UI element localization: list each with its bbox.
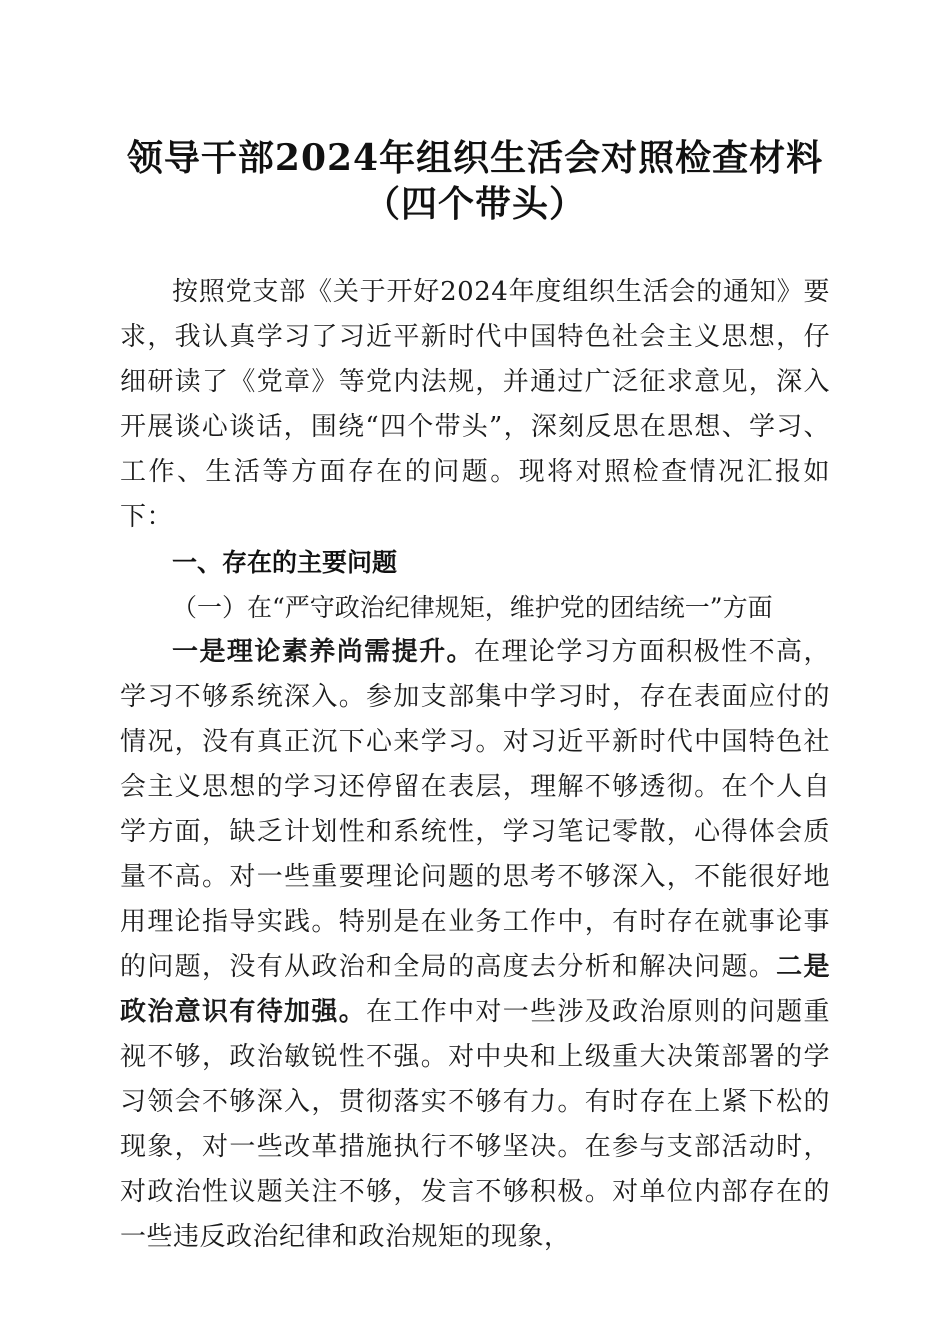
- point-1-lead: 一是理论素养尚需提升。: [172, 637, 475, 667]
- subsection-heading: （一）在“严守政治纪律规矩，维护党的团结统一”方面: [172, 593, 773, 622]
- point-2-lead: 二是政治意识有待加强。: [120, 952, 830, 1027]
- point-2-body: 在工作中对一些涉及政治原则的问题重视不够，政治敏锐性不强。对中央和上级重大决策部署的学习领会不够深入，贯彻落实不够有力。有时存在上紧下松的现象，对一些改革措施执行不够坚决。在参与支部活动时，对政治性议题关注不够，发言不够积极。对单位内部存在的一些违反政治纪律和政治规矩的现象，: [120, 997, 830, 1252]
- point-1-body: 在理论学习方面积极性不高，学习不够系统深入。参加支部集中学习时，存在表面应付的情况，没有真正沉下心来学习。对习近平新时代中国特色社会主义思想的学习还停留在表层，理解不够透彻。在个人自学方面，缺乏计划性和系统性，学习笔记零散，心得体会质量不高。对一些重要理论问题的思考不够深入，不能很好地用理论指导实践。特别是在业务工作中，有时存在就事论事的问题，没有从政治和全局的高度去分析和解决问题。: [120, 637, 830, 982]
- document-title: 领导干部2024年组织生活会对照检查材料: [126, 137, 824, 179]
- section-heading: 一、存在的主要问题: [172, 548, 398, 577]
- problems-paragraph: [120, 630, 830, 1260]
- document-subtitle: （四个带头）: [363, 183, 586, 225]
- intro-paragraph: 按照党支部《关于开好2024年度组织生活会的通知》要求，我认真学习了习近平新时代中国特色社会主义思想，仔细研读了《党章》等党内法规，并通过广泛征求意见，深入开展谈心谈话，围绕“四个带头”，深刻反思在思想、学习、工作、生活等方面存在的问题。现将对照检查情况汇报如下：: [120, 277, 830, 532]
- document-body: [120, 270, 830, 1260]
